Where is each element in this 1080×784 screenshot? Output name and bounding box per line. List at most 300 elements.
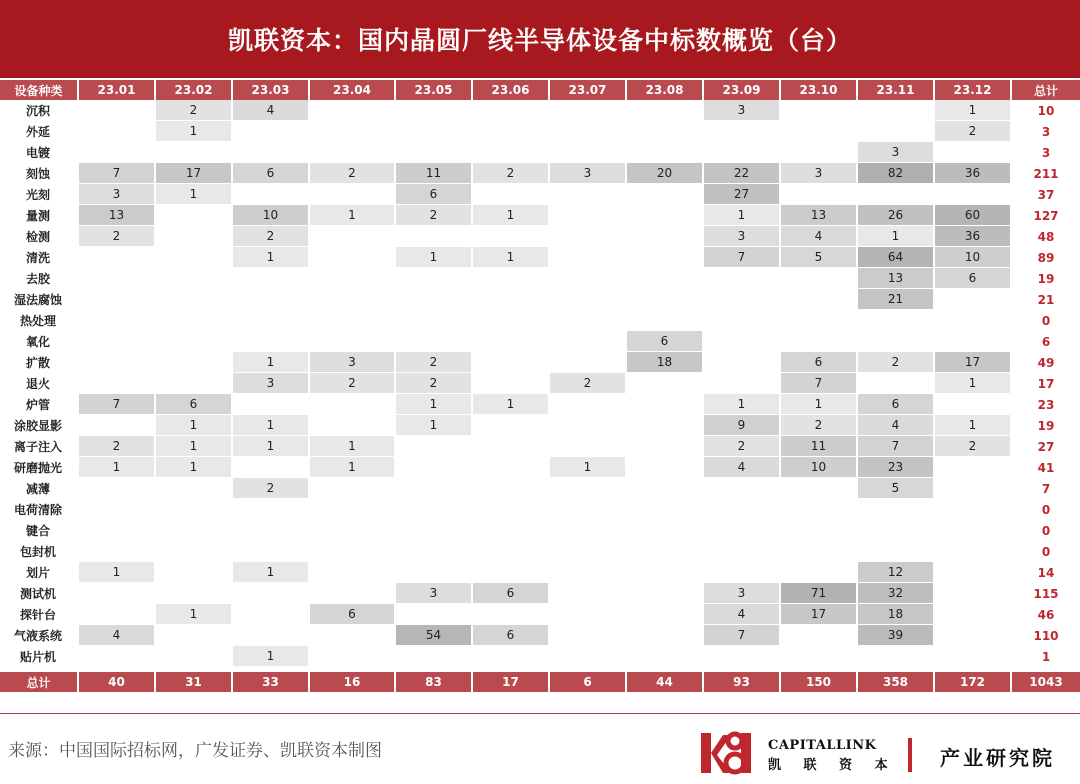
header-cell-month: 23.03 bbox=[233, 80, 308, 100]
heatmap-cell: 21 bbox=[858, 289, 933, 309]
heatmap-cell: 17 bbox=[156, 163, 231, 183]
heatmap-cell bbox=[781, 268, 856, 288]
column-total: 6 bbox=[550, 672, 625, 692]
heatmap-cell bbox=[781, 142, 856, 162]
heatmap-cell bbox=[781, 541, 856, 561]
heatmap-cell bbox=[156, 520, 231, 540]
heatmap-cell: 6 bbox=[935, 268, 1010, 288]
heatmap-cell: 4 bbox=[781, 226, 856, 246]
row-label: 热处理 bbox=[19, 314, 56, 328]
heatmap-cell bbox=[935, 310, 1010, 330]
column-total: 358 bbox=[858, 672, 933, 692]
heatmap-cell bbox=[233, 289, 308, 309]
heatmap-cell bbox=[156, 562, 231, 582]
row-label: 光刻 bbox=[25, 188, 50, 202]
heatmap-cell bbox=[704, 562, 779, 582]
heatmap-cell: 2 bbox=[79, 226, 154, 246]
heatmap-cell: 1 bbox=[79, 562, 154, 582]
heatmap-cell bbox=[627, 562, 702, 582]
header-cell-month: 23.01 bbox=[79, 80, 154, 100]
heatmap-cell bbox=[858, 310, 933, 330]
heatmap-cell: 1 bbox=[156, 436, 231, 456]
row-total: 115 bbox=[1033, 586, 1059, 601]
heatmap-cell bbox=[473, 268, 548, 288]
heatmap-cell bbox=[550, 394, 625, 414]
heatmap-cell: 1 bbox=[310, 436, 394, 456]
heatmap-cell bbox=[79, 415, 154, 435]
heatmap-cell bbox=[781, 310, 856, 330]
heatmap-cell: 7 bbox=[704, 247, 779, 267]
heatmap-cell bbox=[310, 184, 394, 204]
heatmap-cell bbox=[704, 331, 779, 351]
heatmap-cell bbox=[858, 184, 933, 204]
heatmap-cell: 71 bbox=[781, 583, 856, 603]
heatmap-cell: 1 bbox=[310, 205, 394, 225]
logo-text-cn: 凯 联 资 本 bbox=[768, 758, 897, 773]
heatmap-cell bbox=[473, 100, 548, 120]
column-total: 33 bbox=[233, 672, 308, 692]
heatmap-cell: 1 bbox=[396, 394, 471, 414]
heatmap-cell bbox=[627, 457, 702, 477]
heatmap-cell bbox=[396, 436, 471, 456]
heatmap-cell: 1 bbox=[935, 373, 1010, 393]
heatmap-cell bbox=[156, 373, 231, 393]
heatmap-cell bbox=[79, 499, 154, 519]
heatmap-cell: 1 bbox=[396, 247, 471, 267]
heatmap-cell: 22 bbox=[704, 163, 779, 183]
heatmap-cell: 6 bbox=[781, 352, 856, 372]
heatmap-cell: 1 bbox=[473, 394, 548, 414]
heatmap-cell bbox=[550, 436, 625, 456]
heatmap-cell: 18 bbox=[627, 352, 702, 372]
heatmap-cell bbox=[935, 646, 1010, 666]
row-label: 离子注入 bbox=[13, 440, 62, 454]
heatmap-cell bbox=[233, 394, 308, 414]
heatmap-cell: 1 bbox=[858, 226, 933, 246]
heatmap-cell bbox=[156, 268, 231, 288]
heatmap-cell bbox=[550, 331, 625, 351]
heatmap-cell bbox=[704, 373, 779, 393]
heatmap-cell bbox=[233, 583, 308, 603]
heatmap-cell: 1 bbox=[704, 205, 779, 225]
heatmap-cell bbox=[781, 100, 856, 120]
heatmap-cell bbox=[781, 478, 856, 498]
column-total: 31 bbox=[156, 672, 231, 692]
heatmap-cell: 3 bbox=[781, 163, 856, 183]
heatmap-cell: 4 bbox=[858, 415, 933, 435]
heatmap-cell bbox=[79, 289, 154, 309]
heatmap-cell bbox=[935, 520, 1010, 540]
heatmap-cell: 1 bbox=[310, 457, 394, 477]
heatmap-cell bbox=[79, 646, 154, 666]
row-total: 127 bbox=[1033, 208, 1059, 223]
heatmap-cell bbox=[156, 499, 231, 519]
heatmap-cell bbox=[233, 310, 308, 330]
heatmap-cell bbox=[627, 604, 702, 624]
heatmap-cell bbox=[627, 478, 702, 498]
heatmap-cell bbox=[79, 121, 154, 141]
row-label: 氧化 bbox=[25, 335, 50, 349]
heatmap-cell: 3 bbox=[233, 373, 308, 393]
heatmap-cell bbox=[396, 142, 471, 162]
header-cell-month: 23.12 bbox=[935, 80, 1010, 100]
heatmap-cell bbox=[233, 604, 308, 624]
heatmap-cell bbox=[627, 289, 702, 309]
heatmap-cell bbox=[473, 646, 548, 666]
heatmap-cell bbox=[627, 541, 702, 561]
heatmap-cell: 6 bbox=[858, 394, 933, 414]
heatmap-cell bbox=[396, 457, 471, 477]
heatmap-cell: 1 bbox=[233, 415, 308, 435]
heatmap-cell bbox=[396, 646, 471, 666]
heatmap-cell: 10 bbox=[233, 205, 308, 225]
heatmap-cell: 2 bbox=[935, 121, 1010, 141]
heatmap-cell: 6 bbox=[473, 583, 548, 603]
heatmap-cell bbox=[79, 142, 154, 162]
heatmap-cell: 10 bbox=[935, 247, 1010, 267]
heatmap-cell bbox=[396, 478, 471, 498]
column-total: 150 bbox=[781, 672, 856, 692]
heatmap-cell bbox=[858, 373, 933, 393]
heatmap-cell bbox=[473, 562, 548, 582]
heatmap-cell: 1 bbox=[935, 415, 1010, 435]
heatmap-cell bbox=[233, 499, 308, 519]
row-total: 49 bbox=[1037, 355, 1055, 370]
heatmap-cell bbox=[935, 562, 1010, 582]
logo-institute: 产业研究院 bbox=[940, 746, 1055, 770]
heatmap-cell bbox=[396, 562, 471, 582]
row-label: 研磨抛光 bbox=[13, 461, 62, 475]
heatmap-cell bbox=[781, 625, 856, 645]
heatmap-cell bbox=[310, 226, 394, 246]
row-label: 退火 bbox=[25, 377, 50, 391]
title-banner bbox=[0, 0, 1080, 78]
heatmap-cell bbox=[396, 100, 471, 120]
heatmap-cell bbox=[79, 100, 154, 120]
heatmap-cell bbox=[79, 604, 154, 624]
heatmap-cell bbox=[858, 331, 933, 351]
heatmap-cell bbox=[310, 142, 394, 162]
heatmap-cell: 9 bbox=[704, 415, 779, 435]
row-label: 气液系统 bbox=[13, 629, 62, 643]
heatmap-cell: 1 bbox=[156, 457, 231, 477]
heatmap-cell bbox=[781, 520, 856, 540]
heatmap-cell bbox=[396, 226, 471, 246]
row-total: 14 bbox=[1037, 565, 1055, 580]
heatmap-cell bbox=[396, 331, 471, 351]
heatmap-cell bbox=[935, 394, 1010, 414]
heatmap-cell: 7 bbox=[79, 394, 154, 414]
heatmap-cell bbox=[156, 142, 231, 162]
heatmap-cell bbox=[156, 310, 231, 330]
heatmap-cell bbox=[473, 310, 548, 330]
heatmap-cell bbox=[627, 268, 702, 288]
heatmap-cell bbox=[310, 499, 394, 519]
heatmap-cell: 2 bbox=[156, 100, 231, 120]
heatmap-cell bbox=[233, 268, 308, 288]
heatmap-cell bbox=[627, 247, 702, 267]
heatmap-cell bbox=[156, 226, 231, 246]
heatmap-cell bbox=[310, 646, 394, 666]
heatmap-cell: 3 bbox=[858, 142, 933, 162]
heatmap-cell bbox=[704, 541, 779, 561]
row-total: 19 bbox=[1037, 418, 1055, 433]
heatmap-cell bbox=[550, 226, 625, 246]
heatmap-cell bbox=[550, 562, 625, 582]
heatmap-cell bbox=[156, 331, 231, 351]
heatmap-cell: 2 bbox=[233, 478, 308, 498]
heatmap-cell bbox=[858, 541, 933, 561]
header-cell-month: 23.04 bbox=[310, 80, 394, 100]
heatmap-cell: 2 bbox=[396, 205, 471, 225]
row-total: 21 bbox=[1037, 292, 1055, 307]
heatmap-cell bbox=[781, 499, 856, 519]
heatmap-cell: 1 bbox=[233, 562, 308, 582]
heatmap-cell bbox=[627, 184, 702, 204]
heatmap-cell bbox=[550, 541, 625, 561]
row-total: 89 bbox=[1037, 250, 1055, 265]
heatmap-cell bbox=[396, 520, 471, 540]
row-label: 炉管 bbox=[25, 398, 50, 412]
heatmap-cell bbox=[310, 415, 394, 435]
heatmap-cell: 2 bbox=[935, 436, 1010, 456]
heatmap-cell bbox=[310, 478, 394, 498]
heatmap-cell bbox=[550, 205, 625, 225]
heatmap-cell bbox=[156, 541, 231, 561]
heatmap-cell: 2 bbox=[858, 352, 933, 372]
heatmap-cell bbox=[550, 415, 625, 435]
heatmap-cell bbox=[473, 184, 548, 204]
heatmap-cell bbox=[550, 352, 625, 372]
row-total: 3 bbox=[1041, 145, 1051, 160]
heatmap-cell: 1 bbox=[233, 352, 308, 372]
heatmap-cell: 1 bbox=[79, 457, 154, 477]
heatmap-cell bbox=[473, 457, 548, 477]
heatmap-cell bbox=[627, 499, 702, 519]
heatmap-cell: 4 bbox=[704, 604, 779, 624]
row-total: 41 bbox=[1037, 460, 1055, 475]
heatmap-cell bbox=[550, 583, 625, 603]
heatmap-cell: 64 bbox=[858, 247, 933, 267]
heatmap-cell: 13 bbox=[858, 268, 933, 288]
heatmap-cell: 11 bbox=[396, 163, 471, 183]
heatmap-cell: 82 bbox=[858, 163, 933, 183]
row-label: 涂胶显影 bbox=[13, 419, 62, 433]
heatmap-cell bbox=[627, 121, 702, 141]
heatmap-cell bbox=[156, 289, 231, 309]
heatmap-cell bbox=[704, 520, 779, 540]
heatmap-cell bbox=[473, 604, 548, 624]
heatmap-cell: 18 bbox=[858, 604, 933, 624]
row-total: 110 bbox=[1033, 628, 1059, 643]
heatmap-table bbox=[0, 80, 1080, 692]
heatmap-cell bbox=[550, 625, 625, 645]
heatmap-cell: 17 bbox=[935, 352, 1010, 372]
heatmap-cell: 12 bbox=[858, 562, 933, 582]
heatmap-cell bbox=[396, 310, 471, 330]
heatmap-cell bbox=[473, 499, 548, 519]
row-total: 211 bbox=[1033, 166, 1059, 181]
heatmap-cell: 3 bbox=[704, 100, 779, 120]
heatmap-cell bbox=[156, 352, 231, 372]
heatmap-cell bbox=[550, 499, 625, 519]
heatmap-cell bbox=[550, 646, 625, 666]
heatmap-cell: 1 bbox=[550, 457, 625, 477]
heatmap-cell: 36 bbox=[935, 226, 1010, 246]
heatmap-cell bbox=[781, 331, 856, 351]
heatmap-cell bbox=[935, 625, 1010, 645]
heatmap-cell: 1 bbox=[473, 205, 548, 225]
heatmap-cell: 6 bbox=[233, 163, 308, 183]
heatmap-cell bbox=[781, 562, 856, 582]
heatmap-cell bbox=[473, 331, 548, 351]
heatmap-cell bbox=[233, 121, 308, 141]
heatmap-cell bbox=[310, 289, 394, 309]
heatmap-cell: 60 bbox=[935, 205, 1010, 225]
heatmap-cell: 1 bbox=[233, 646, 308, 666]
row-label: 外延 bbox=[25, 125, 50, 139]
column-total: 44 bbox=[627, 672, 702, 692]
heatmap-cell: 5 bbox=[858, 478, 933, 498]
heatmap-cell bbox=[473, 289, 548, 309]
heatmap-cell bbox=[79, 478, 154, 498]
heatmap-cell bbox=[473, 121, 548, 141]
row-total: 7 bbox=[1041, 481, 1051, 496]
heatmap-cell bbox=[396, 268, 471, 288]
heatmap-cell: 1 bbox=[781, 394, 856, 414]
heatmap-cell bbox=[473, 541, 548, 561]
row-total: 1 bbox=[1041, 649, 1051, 664]
heatmap-cell bbox=[935, 184, 1010, 204]
heatmap-cell bbox=[396, 499, 471, 519]
heatmap-cell bbox=[704, 142, 779, 162]
heatmap-cell: 7 bbox=[79, 163, 154, 183]
header-cell-month: 23.10 bbox=[781, 80, 856, 100]
heatmap-cell bbox=[473, 352, 548, 372]
row-total: 3 bbox=[1041, 124, 1051, 139]
heatmap-cell: 2 bbox=[704, 436, 779, 456]
heatmap-cell bbox=[550, 184, 625, 204]
heatmap-cell bbox=[79, 541, 154, 561]
heatmap-cell bbox=[473, 373, 548, 393]
row-label: 划片 bbox=[25, 566, 50, 580]
heatmap-cell bbox=[79, 583, 154, 603]
heatmap-cell: 6 bbox=[156, 394, 231, 414]
heatmap-cell bbox=[473, 436, 548, 456]
heatmap-cell: 13 bbox=[79, 205, 154, 225]
header-cell-month: 23.05 bbox=[396, 80, 471, 100]
row-total: 37 bbox=[1037, 187, 1055, 202]
heatmap-cell: 2 bbox=[233, 226, 308, 246]
heatmap-cell bbox=[310, 583, 394, 603]
heatmap-cell bbox=[858, 121, 933, 141]
row-total: 46 bbox=[1037, 607, 1055, 622]
heatmap-cell: 1 bbox=[473, 247, 548, 267]
heatmap-cell bbox=[935, 478, 1010, 498]
heatmap-cell bbox=[310, 562, 394, 582]
heatmap-cell bbox=[781, 289, 856, 309]
heatmap-cell bbox=[79, 268, 154, 288]
heatmap-cell: 10 bbox=[781, 457, 856, 477]
heatmap-cell bbox=[704, 499, 779, 519]
heatmap-cell bbox=[935, 457, 1010, 477]
heatmap-cell: 2 bbox=[396, 373, 471, 393]
heatmap-cell bbox=[233, 142, 308, 162]
heatmap-cell: 3 bbox=[310, 352, 394, 372]
heatmap-cell bbox=[396, 121, 471, 141]
heatmap-cell: 2 bbox=[310, 373, 394, 393]
heatmap-cell bbox=[156, 247, 231, 267]
column-total: 93 bbox=[704, 672, 779, 692]
row-label: 扩散 bbox=[25, 356, 50, 370]
row-label: 量测 bbox=[25, 209, 50, 223]
row-label: 探针台 bbox=[19, 608, 56, 622]
header-cell-month: 23.02 bbox=[156, 80, 231, 100]
heatmap-cell: 4 bbox=[704, 457, 779, 477]
heatmap-cell: 4 bbox=[233, 100, 308, 120]
heatmap-cell bbox=[233, 541, 308, 561]
heatmap-cell bbox=[550, 478, 625, 498]
heatmap-cell bbox=[550, 121, 625, 141]
heatmap-cell bbox=[79, 373, 154, 393]
heatmap-cell: 11 bbox=[781, 436, 856, 456]
row-total: 0 bbox=[1041, 502, 1051, 517]
heatmap-cell bbox=[550, 520, 625, 540]
row-total: 17 bbox=[1037, 376, 1055, 391]
heatmap-cell bbox=[935, 604, 1010, 624]
header-cell-month: 23.08 bbox=[627, 80, 702, 100]
row-label: 清洗 bbox=[25, 251, 50, 265]
heatmap-cell bbox=[396, 289, 471, 309]
column-total: 16 bbox=[310, 672, 394, 692]
heatmap-cell bbox=[473, 520, 548, 540]
heatmap-cell: 7 bbox=[704, 625, 779, 645]
heatmap-cell bbox=[310, 625, 394, 645]
heatmap-cell bbox=[627, 142, 702, 162]
row-total: 27 bbox=[1037, 439, 1055, 454]
heatmap-cell: 6 bbox=[396, 184, 471, 204]
heatmap-cell bbox=[310, 268, 394, 288]
heatmap-cell bbox=[156, 205, 231, 225]
heatmap-cell bbox=[858, 646, 933, 666]
column-total: 83 bbox=[396, 672, 471, 692]
heatmap-cell: 27 bbox=[704, 184, 779, 204]
heatmap-cell bbox=[550, 247, 625, 267]
row-label: 去胶 bbox=[25, 272, 50, 286]
heatmap-cell bbox=[935, 583, 1010, 603]
heatmap-cell: 1 bbox=[156, 415, 231, 435]
heatmap-cell bbox=[704, 289, 779, 309]
row-total: 23 bbox=[1037, 397, 1055, 412]
heatmap-cell bbox=[156, 646, 231, 666]
grand-total: 1043 bbox=[1012, 672, 1080, 692]
logo-separator bbox=[908, 738, 912, 772]
heatmap-cell: 26 bbox=[858, 205, 933, 225]
row-label: 电镀 bbox=[25, 146, 50, 160]
heatmap-cell: 39 bbox=[858, 625, 933, 645]
heatmap-cell bbox=[473, 478, 548, 498]
heatmap-cell bbox=[627, 625, 702, 645]
heatmap-cell bbox=[627, 226, 702, 246]
heatmap-cell bbox=[310, 394, 394, 414]
heatmap-cell bbox=[473, 142, 548, 162]
heatmap-cell: 1 bbox=[156, 604, 231, 624]
heatmap-cell bbox=[858, 100, 933, 120]
logo-text-en: CAPITALLINK bbox=[768, 738, 877, 753]
row-total: 0 bbox=[1041, 523, 1051, 538]
heatmap-cell bbox=[627, 520, 702, 540]
heatmap-cell bbox=[550, 142, 625, 162]
